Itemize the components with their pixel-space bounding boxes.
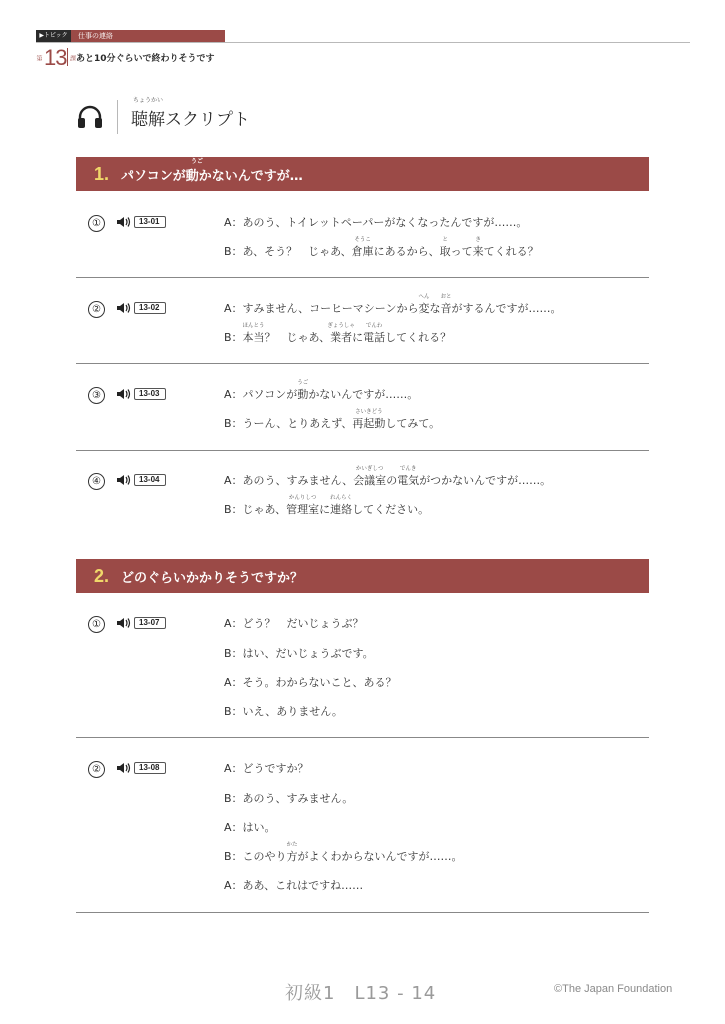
lesson-kanji-top: 第 (35, 55, 42, 61)
dialogue-line: A：ああ、これはですね…… (224, 879, 364, 892)
topic-label: ▶トピック (36, 30, 71, 42)
item-number: ③ (88, 387, 105, 404)
item-divider (76, 912, 649, 913)
header-divider (36, 42, 690, 43)
dialogue-line: B：このやり かた 方がよくわからないんですが……。 (224, 842, 463, 863)
track-id: 13-02 (134, 302, 166, 314)
section-number: 1. (94, 163, 110, 184)
lesson-number (34, 45, 76, 71)
speaker-icon (116, 388, 132, 400)
section-number: 2. (94, 565, 110, 586)
item-divider (76, 277, 649, 278)
speaker-icon (116, 762, 132, 774)
dialogue-line: B：はい、だいじょうぶです。 (224, 647, 374, 660)
item-number: ① (88, 215, 105, 232)
dialogue-line: B：あのう、すみません。 (224, 792, 354, 805)
audio-track[interactable] (116, 762, 166, 774)
dialogue-line: B：うーん、とりあえず、 さいきどう 再起動してみて。 (224, 409, 441, 430)
lesson-title: あと10分ぐらいで終わりそうです (76, 54, 215, 64)
dialogue-line: A：そう。わからないこと、ある？ (224, 676, 397, 689)
track-id: 13-03 (134, 388, 166, 400)
item-divider (76, 450, 649, 451)
lesson-divider (67, 48, 68, 66)
audio-track[interactable] (116, 617, 166, 629)
speaker-icon (116, 617, 132, 629)
section-title (121, 157, 303, 184)
title-ruby: ちょうかい (133, 96, 164, 104)
dialogue-line: A：どうですか？ (224, 762, 309, 775)
page-title (76, 96, 250, 134)
dialogue-line: A：はい。 (224, 821, 276, 834)
lesson-kanji-bottom: 課 (68, 55, 76, 61)
section-title-label: パソコンが動かないんですが… (121, 168, 303, 184)
title-divider (117, 100, 118, 134)
section-ruby: うご (191, 157, 204, 165)
item-number: ① (88, 616, 105, 633)
speaker-icon (116, 216, 132, 228)
item-divider (76, 737, 649, 738)
item-number: ② (88, 761, 105, 778)
speaker-icon (116, 302, 132, 314)
audio-track[interactable] (116, 474, 166, 486)
page-code: 初級1 L13 - 14 (285, 983, 437, 1004)
page-title-text (131, 96, 250, 130)
speaker-icon (116, 474, 132, 486)
track-id: 13-01 (134, 216, 166, 228)
dialogue-line: A：あのう、トイレットペーパーがなくなったんですが……。 (224, 216, 528, 229)
section-band-1 (76, 157, 649, 191)
item-number: ② (88, 301, 105, 318)
audio-track[interactable] (116, 388, 166, 400)
page-title-label: 聴解スクリプト (131, 109, 250, 130)
track-id: 13-08 (134, 762, 166, 774)
item-number: ④ (88, 473, 105, 490)
headphones-icon (76, 103, 104, 131)
copyright: ©The Japan Foundation (554, 983, 673, 995)
dialogue-line: A：すみません、コーヒーマシーンから へん 変な おと 音がするんですが……。 (224, 294, 562, 315)
dialogue-line: B：いえ、ありません。 (224, 705, 343, 718)
item-divider (76, 363, 649, 364)
track-id: 13-04 (134, 474, 166, 486)
topic-name: 仕事の連絡 (71, 30, 225, 42)
dialogue-line: B：じゃあ、 かんりしつ 管理室に れんらく 連絡してください。 (224, 495, 430, 516)
section-band-2 (76, 559, 649, 593)
audio-track[interactable] (116, 302, 166, 314)
track-id: 13-07 (134, 617, 166, 629)
dialogue-line: A：どう？ だいじょうぶ？ (224, 617, 364, 630)
lesson-number-value: 13 (44, 45, 67, 70)
audio-track[interactable] (116, 216, 166, 228)
dialogue-line: A：あのう、すみません、 かいぎしつ 会議室の でんき 電気がつかないんですが……。 (224, 466, 552, 487)
dialogue-line: B： ほんとう 本当？ じゃあ、 ぎょうしゃ 業者に でんわ 電話してくれる？ (224, 323, 452, 344)
dialogue-line: A：パソコンが うご 動かないんですが……。 (224, 380, 419, 401)
dialogue-line: B：あ、そう？ じゃあ、 そうこ 倉庫にあるから、 と 取って き 来てくれる？ (224, 237, 539, 258)
section-title: どのぐらいかかりそうですか？ (121, 570, 304, 586)
